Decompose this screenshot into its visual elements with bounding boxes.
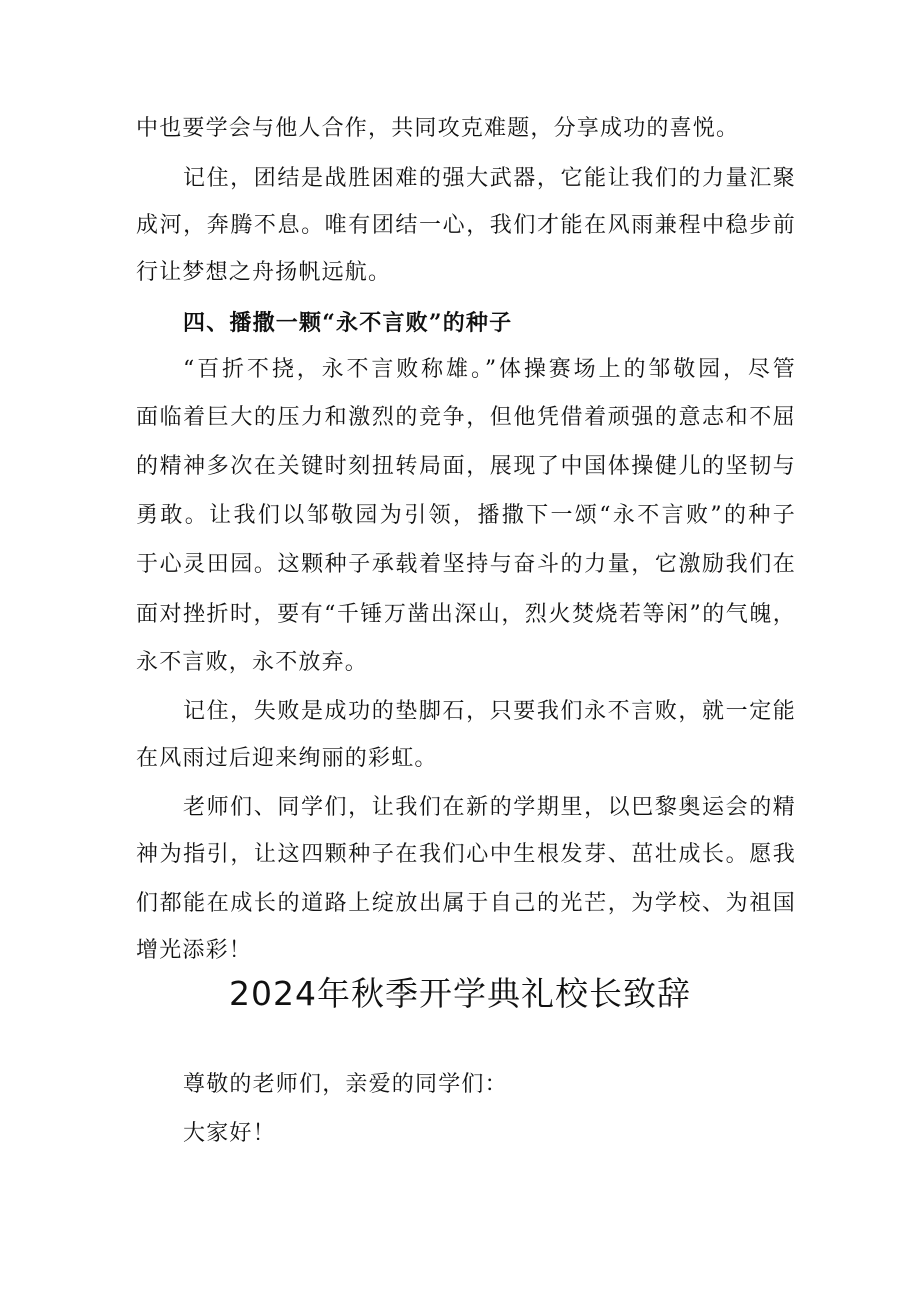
paragraph-line: 的精神多次在关键时刻扭转局面，展现了中国体操健儿的坚韧与: [136, 454, 796, 479]
paragraph-line: 们都能在成长的道路上绽放出属于自己的光芒，为学校、为祖国: [136, 891, 796, 916]
paragraph-line: 记住，失败是成功的垫脚石，只要我们永不言败，就一定能: [183, 699, 796, 724]
paragraph-line: 老师们、同学们，让我们在新的学期里，以巴黎奥运会的精: [183, 795, 796, 820]
salutation: 大家好！: [183, 1121, 276, 1146]
paragraph-line: “百折不挠，永不言败称雄。”体操赛场上的邹敬园，尽管: [183, 357, 796, 382]
section-heading: 四、播撒一颗“永不言败”的种子: [183, 310, 513, 336]
paragraph-line: 中也要学会与他人合作，共同攻克难题，分享成功的喜悦。: [136, 116, 740, 141]
page-title: 2024年秋季开学典礼校长致辞: [229, 974, 691, 1013]
paragraph-line: 记住，团结是战胜困难的强大武器，它能让我们的力量汇聚: [183, 166, 796, 191]
greeting: 尊敬的老师们，亲爱的同学们：: [183, 1072, 508, 1097]
paragraph-line: 永不言败，永不放弃。: [136, 650, 369, 675]
paragraph-line: 勇敢。让我们以邹敬园为引领，播撒下一颂“永不言败”的种子: [136, 503, 796, 528]
paragraph-line: 面对挫折时，要有“千锤万凿出深山，烈火焚烧若等闲”的气魄，: [136, 602, 796, 627]
paragraph-line: 在风雨过后迎来绚丽的彩虹。: [136, 746, 438, 771]
paragraph-line: 行让梦想之舟扬帆远航。: [136, 260, 392, 285]
paragraph-line: 神为指引，让这四颗种子在我们心中生根发芽、茁壮成长。愿我: [136, 842, 796, 867]
paragraph-line: 成河，奔腾不息。唯有团结一心，我们才能在风雨兼程中稳步前: [136, 213, 796, 238]
paragraph-line: 面临着巨大的压力和激烈的竞争，但他凭借着顽强的意志和不屈: [136, 405, 796, 430]
paragraph-line: 于心灵田园。这颗种子承载着坚持与奋斗的力量，它激励我们在: [136, 552, 796, 577]
paragraph-line: 增光添彩！: [136, 938, 253, 963]
